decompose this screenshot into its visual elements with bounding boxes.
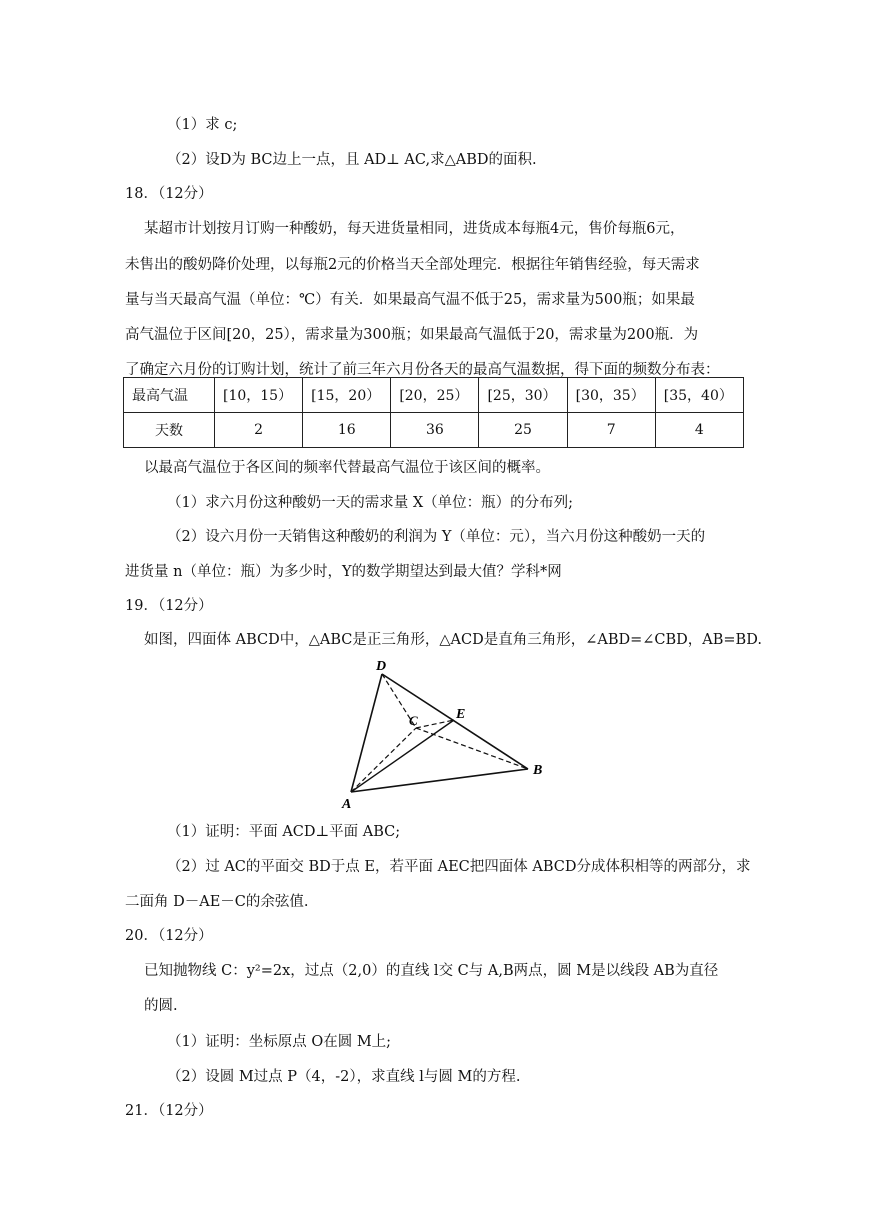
q18-part2-line1: （2）设六月份一天销售这种酸奶的利润为 Y（单位：元），当六月份这种酸奶一天的 bbox=[167, 529, 706, 545]
edge-CB bbox=[416, 728, 528, 769]
q18-text-line5: 了确定六月份的订购计划，统计了前三年六月份各天的最高气温数据，得下面的频数分布表： bbox=[125, 362, 720, 378]
q20-part2: （2）设圆 M过点 P（4，-2），求直线 l与圆 M的方程. bbox=[167, 1069, 521, 1085]
table-cell-days: 4 bbox=[655, 413, 743, 448]
q17-part1: （1）求 c; bbox=[167, 117, 238, 133]
edge-AB bbox=[351, 769, 528, 792]
table-cell-interval: [25，30） bbox=[479, 378, 567, 413]
vertex-label-C: C bbox=[409, 713, 418, 728]
edge-AC bbox=[351, 728, 416, 792]
q18-text-line4: 高气温位于区间[20，25），需求量为300瓶；如果最高气温低于20，需求量为200瓶．为 bbox=[125, 327, 699, 343]
q20-text-line1: 已知抛物线 C：y²=2x，过点（2,0）的直线 l交 C与 A,B两点，圆 M是以线段 AB为直径 bbox=[144, 963, 719, 979]
table-cell-interval: [15，20） bbox=[303, 378, 391, 413]
q19-part1: （1）证明：平面 ACD⊥平面 ABC; bbox=[167, 824, 401, 840]
table-cell-interval: [35，40） bbox=[655, 378, 743, 413]
q19-part2-line1: （2）过 AC的平面交 BD于点 E，若平面 AEC把四面体 ABCD分成体积相等的两部分，求 bbox=[167, 859, 751, 875]
q20-part1: （1）证明：坐标原点 O在圆 M上; bbox=[167, 1034, 392, 1050]
q19-text: 如图，四面体 ABCD中，△ABC是正三角形，△ACD是直角三角形，∠ABD=∠CBD，AB=BD. bbox=[144, 632, 762, 648]
q18-note: 以最高气温位于各区间的频率代替最高气温位于该区间的概率。 bbox=[144, 460, 550, 476]
q21-header: 21．（12分） bbox=[125, 1103, 213, 1119]
table-cell-days: 7 bbox=[567, 413, 655, 448]
table-row bbox=[124, 413, 744, 448]
q18-part1: （1）求六月份这种酸奶一天的需求量 X（单位：瓶）的分布列; bbox=[167, 495, 574, 511]
table-cell-interval: [30，35） bbox=[567, 378, 655, 413]
table-cell-days: 25 bbox=[479, 413, 567, 448]
table-cell-interval: [20，25） bbox=[391, 378, 479, 413]
q17-part2: （2）设D为 BC边上一点，且 AD⊥ AC,求△ABD的面积. bbox=[167, 152, 537, 168]
q20-text-line2: 的圆. bbox=[144, 998, 178, 1014]
q18-text-line1: 某超市计划按月订购一种酸奶，每天进货量相同，进货成本每瓶4元，售价每瓶6元， bbox=[144, 221, 685, 237]
table-row-label-days: 天数 bbox=[124, 413, 215, 448]
table-cell-days: 36 bbox=[391, 413, 479, 448]
table-cell-days: 16 bbox=[303, 413, 391, 448]
q18-text-line2: 未售出的酸奶降价处理，以每瓶2元的价格当天全部处理完．根据往年销售经验，每天需求 bbox=[125, 257, 700, 273]
q20-header: 20．（12分） bbox=[125, 928, 213, 944]
vertex-label-B: B bbox=[533, 763, 543, 778]
vertex-label-D: D bbox=[376, 659, 387, 674]
vertex-label-E: E bbox=[456, 707, 466, 722]
q18-text-line3: 量与当天最高气温（单位：℃）有关．如果最高气温不低于25，需求量为500瓶；如果最 bbox=[125, 292, 695, 308]
q19-header: 19．（12分） bbox=[125, 598, 213, 614]
vertex-label-A: A bbox=[342, 797, 352, 812]
table-cell-interval: [10，15） bbox=[215, 378, 303, 413]
frequency-table bbox=[123, 377, 744, 448]
q18-part2-line2: 进货量 n（单位：瓶）为多少时，Y的数学期望达到最大值？学科*网 bbox=[125, 564, 562, 580]
tetrahedron-figure bbox=[340, 652, 560, 812]
q18-header: 18．（12分） bbox=[125, 186, 213, 202]
q19-part2-line2: 二面角 D－AE－C的余弦值. bbox=[125, 894, 309, 910]
table-row bbox=[124, 378, 744, 413]
table-cell-days: 2 bbox=[215, 413, 303, 448]
table-row-label-temperature: 最高气温 bbox=[124, 378, 215, 413]
